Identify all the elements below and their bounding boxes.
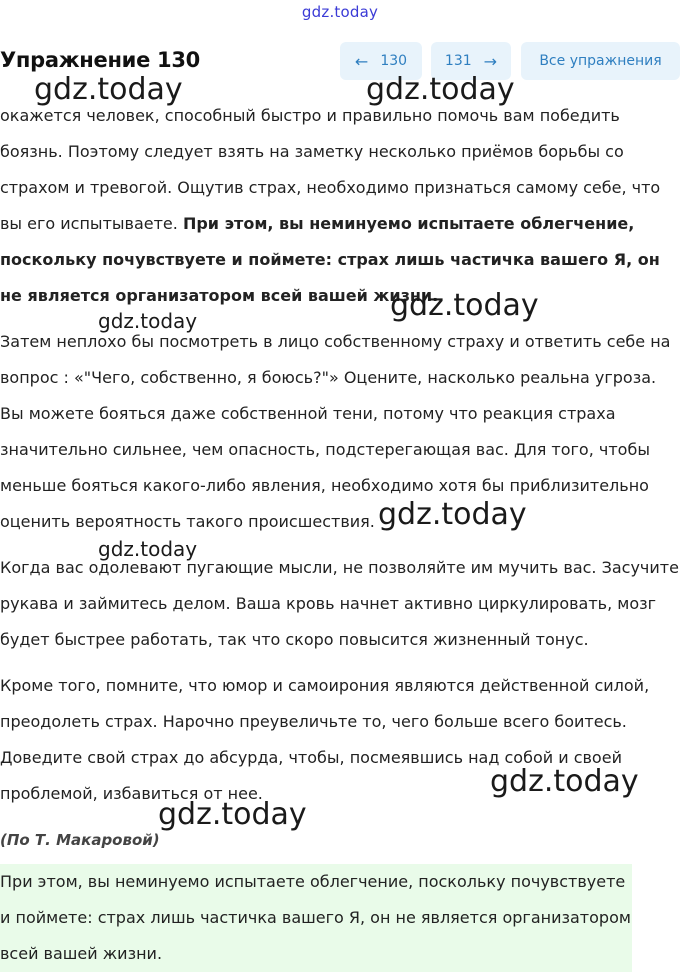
paragraph-text: окажется человек, способный быстро и правильно помочь вам победить боязнь. Поэтому следует взять на заметку несколько приёмов борьбы со страхом и тревогой. Ощутив страх, необходимо признаться самому себе, что вы его испытываете. xyxy=(0,106,661,233)
all-exercises-label: Все упражнения xyxy=(539,53,662,69)
paragraph-3: Когда вас одолевают пугающие мысли, не позволяйте им мучить вас. Засучите рукава и займитесь делом. Ваша кровь начнет активно циркулировать, мозг будет быстрее работать, так что скоро повысится жизненный тонус. xyxy=(0,558,679,649)
site-watermark-top: gdz.today xyxy=(301,3,379,21)
watermark: gdz.today xyxy=(366,72,515,107)
author-attribution: (По Т. Макаровой) xyxy=(0,831,160,849)
watermark: gdz.today xyxy=(378,497,527,532)
paragraph-4: Кроме того, помните, что юмор и самоирония являются действенной силой, преодолеть страх. Нарочно преувеличьте то, чего больше всего боитесь. Доведите свой страх до абсурда, чтобы, посмеявшись над собой и своей проблемой, избавиться от нее. xyxy=(0,676,650,803)
paragraph-bold-text: При этом, вы неминуемо испытаете облегчение, поскольку почувствуете и поймете: страх лишь частичка вашего Я, он не является организатором всей вашей жизни. xyxy=(0,214,660,305)
watermark: gdz.today xyxy=(98,537,198,561)
paragraph-1 xyxy=(0,98,680,314)
watermark: gdz.today xyxy=(390,288,539,323)
exercise-text xyxy=(0,98,680,972)
watermark: gdz.today xyxy=(490,764,639,799)
paragraph-2: Затем неплохо бы посмотреть в лицо собственному страху и ответить себе на вопрос : «"Чего, собственно, я боюсь?"» Оцените, насколько реальна угроза. Вы можете бояться даже собственной тени, потому что реакция страха значительно сильнее, чем опасность, подстерегающая вас. Для того, чтобы меньше бояться какого-либо явления, необходимо хотя бы приблизительно оценить вероятность такого происшествия. xyxy=(0,332,671,531)
page-title: Упражнение 130 xyxy=(0,48,200,72)
arrow-right-icon: → xyxy=(483,51,498,71)
watermark: gdz.today xyxy=(158,797,307,832)
all-exercises-button[interactable] xyxy=(521,42,680,80)
prev-exercise-label: 130 xyxy=(380,53,408,69)
next-exercise-label: 131 xyxy=(444,53,472,69)
arrow-left-icon: ← xyxy=(354,51,369,71)
watermark: gdz.today xyxy=(34,72,183,107)
answer-block: При этом, вы неминуемо испытаете облегчение, поскольку почувствуете и поймете: страх лишь частичка вашего Я, он не является организатором всей вашей жизни. xyxy=(0,864,632,972)
watermark: gdz.today xyxy=(98,309,198,333)
